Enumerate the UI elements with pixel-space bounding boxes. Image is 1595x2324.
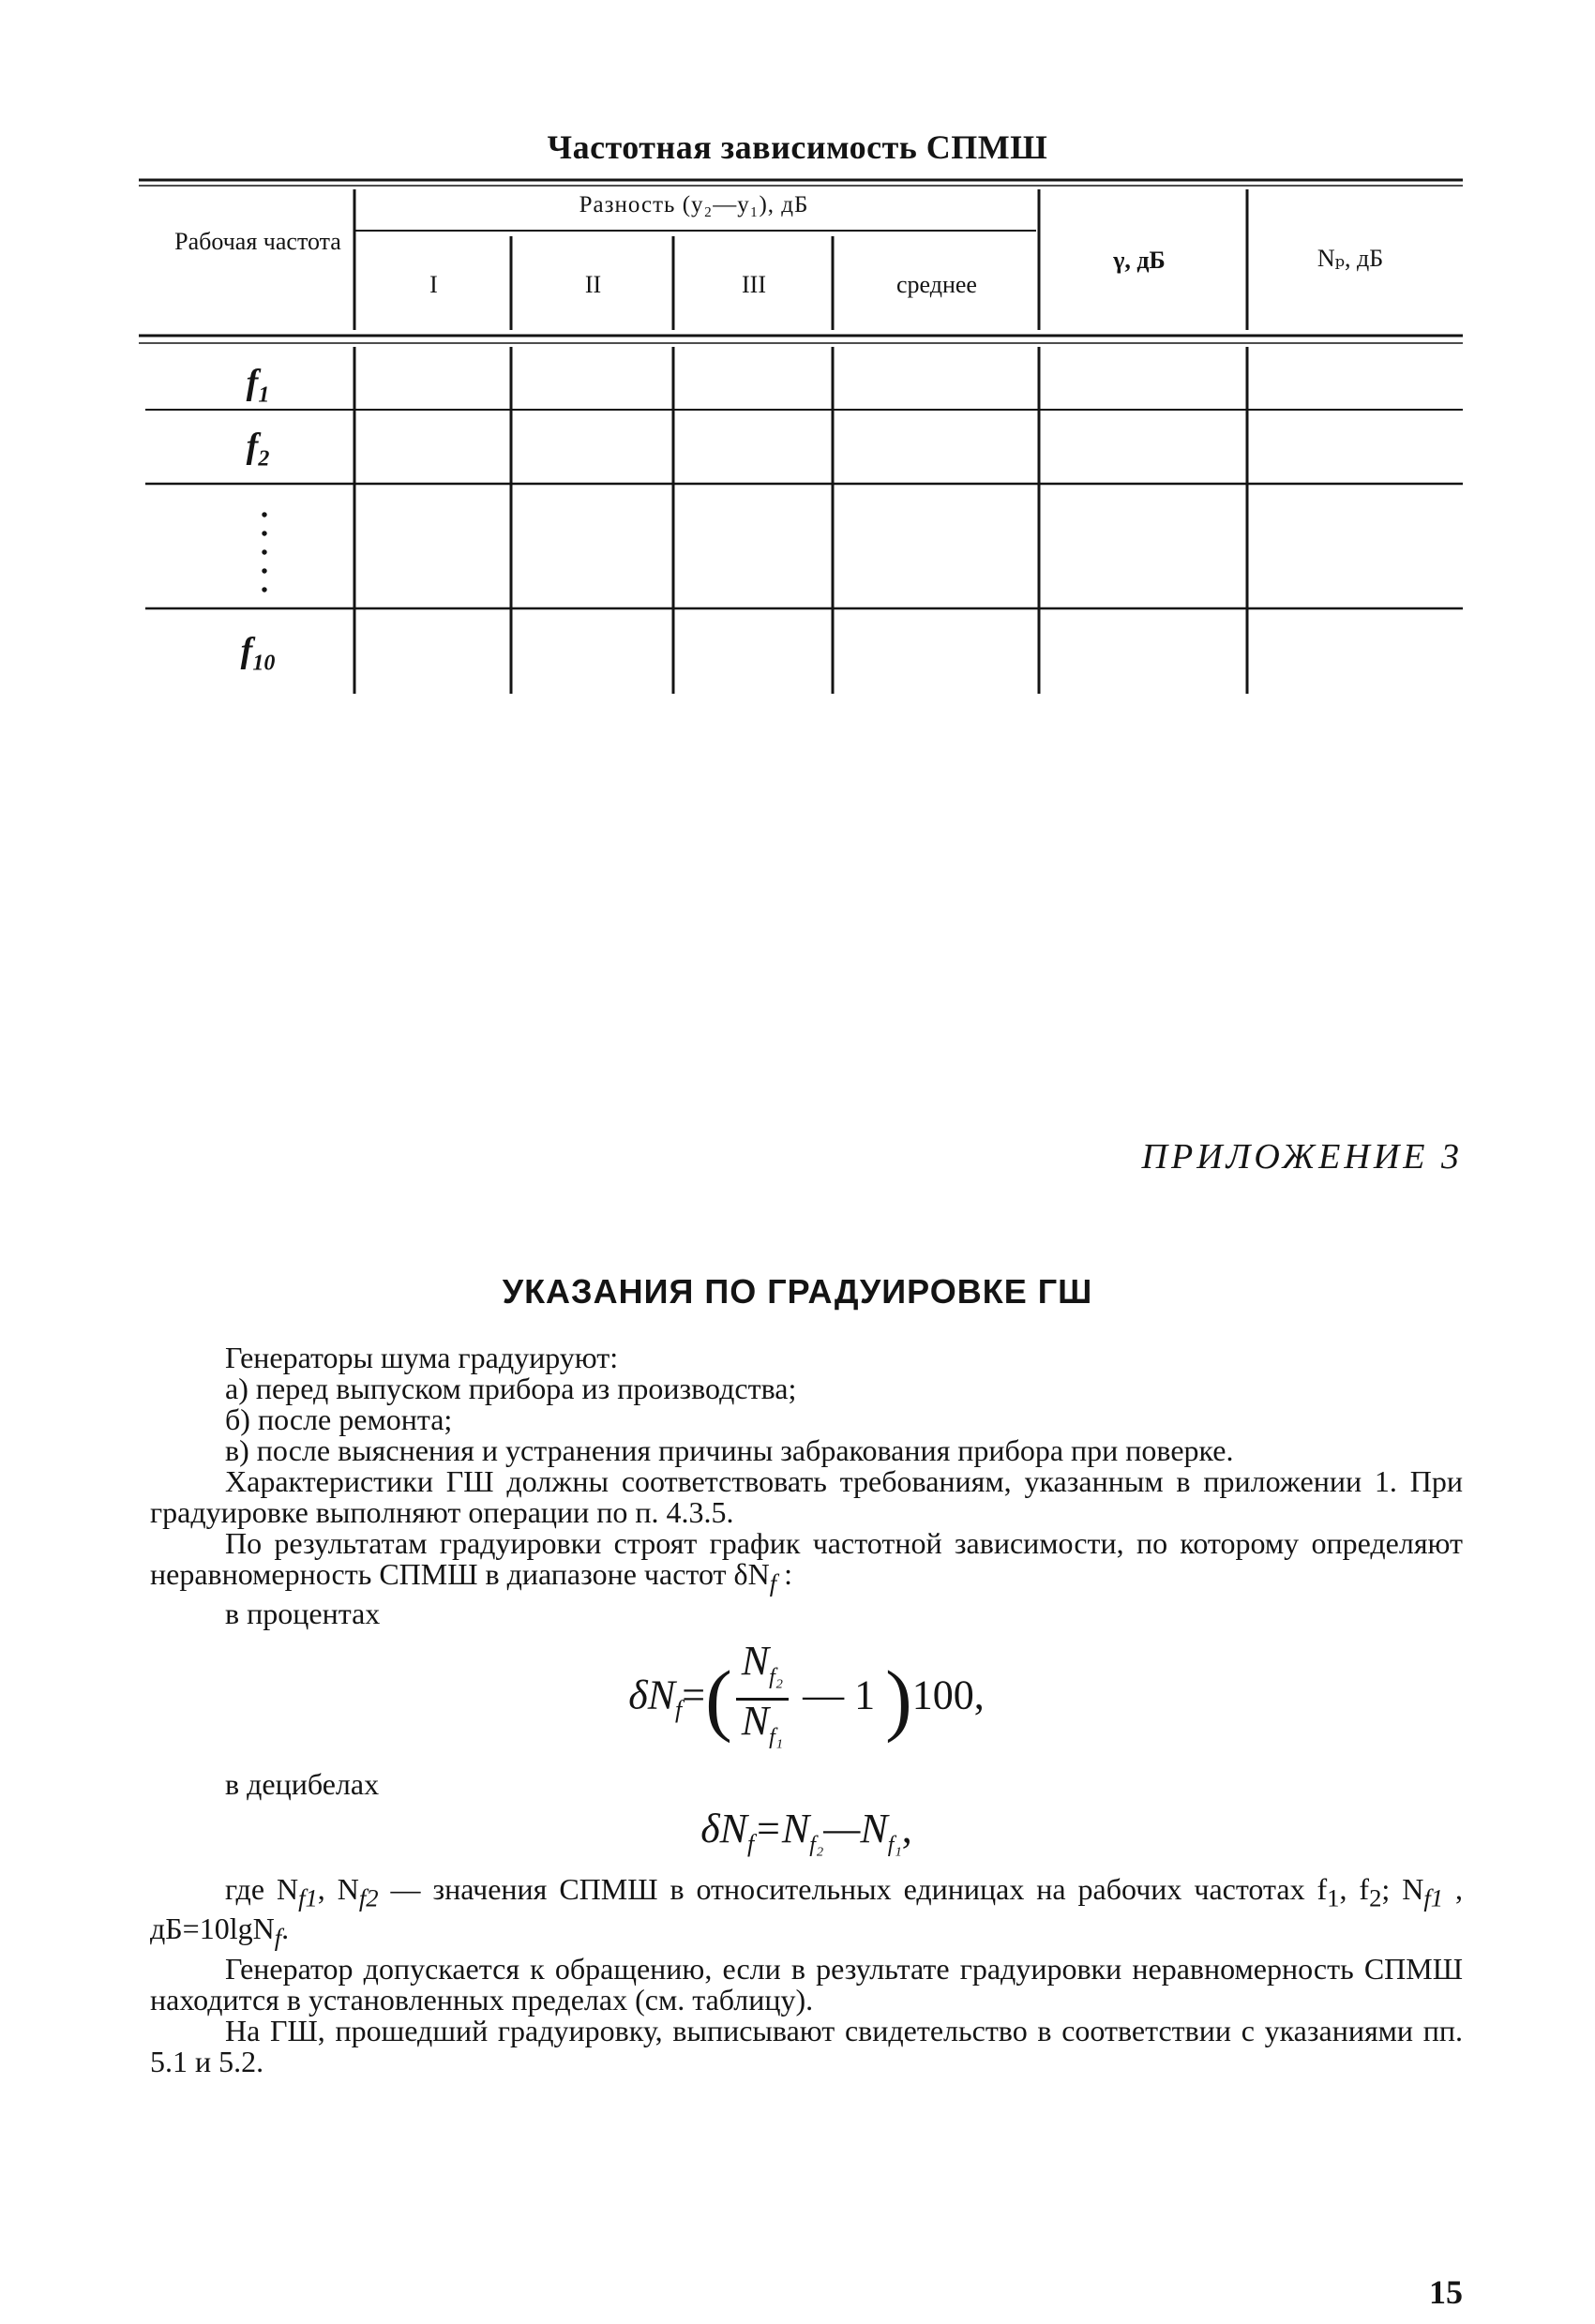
paragraph: где $N_{f1}$, $N_{f2}$ — значения СПМШ в относительных единицах на рабочих частотах $f_1$, $f_2$; $N_{f1}$ , дБ=10lgN$_f$. bbox=[150, 1871, 1464, 1952]
list-item: в) после выяснения и устранения причины забракования прибора при поверке. bbox=[225, 1433, 1234, 1467]
column-header-average: среднее bbox=[896, 271, 977, 298]
formula-percent: $\delta N_f=$( $\frac{N_{f_2}}{N_{f_1}}$ — 1 )100, bbox=[628, 1638, 985, 1749]
paragraph: Генератор допускается к обращению, если в результате градуировки неравномерность СПМШ находится в установленных пределах (см. таблицу). bbox=[150, 1951, 1463, 2017]
paragraph: Генераторы шума градуируют: bbox=[225, 1341, 619, 1374]
column-group-difference: Разность (y₂—y₁), дБ bbox=[579, 192, 809, 217]
row-label-f10: $f_{10}$ bbox=[240, 631, 276, 676]
paragraph: в процентах bbox=[225, 1597, 381, 1631]
table-grid bbox=[0, 0, 1595, 712]
paragraph: На ГШ, прошедший градуировку, выписывают свидетельство в соответствии с указаниями пп. 5.1 и 5.2. bbox=[150, 2013, 1463, 2078]
column-header-gamma: γ, дБ bbox=[1113, 247, 1166, 274]
list-item: а) перед выпуском прибора из производства; bbox=[225, 1372, 797, 1405]
row-label-f2: $f_2$ bbox=[246, 427, 270, 472]
section-title: УКАЗАНИЯ ПО ГРАДУИРОВКЕ ГШ bbox=[502, 1272, 1093, 1311]
row-label-f1: $f_1$ bbox=[246, 363, 270, 408]
body-text bbox=[150, 1342, 1463, 2077]
column-header-i: I bbox=[429, 271, 438, 298]
paragraph: По результатам градуировки строят график частотной зависимости, по которому определяют неравномерность СПМШ в диапазоне частот $\delta N_f$ : bbox=[150, 1526, 1463, 1597]
page-number: 15 bbox=[1429, 2273, 1463, 2311]
column-header-ii: II bbox=[584, 271, 602, 298]
appendix-label: ПРИЛОЖЕНИЕ 3 bbox=[1141, 1137, 1463, 1177]
list-item: б) после ремонта; bbox=[225, 1402, 453, 1436]
row-ellipsis: • • • • • bbox=[261, 505, 268, 601]
column-header-iii: III bbox=[742, 271, 766, 298]
formula-decibel: $\delta N_f=N_{f_2}—N_{f_1}$, bbox=[700, 1805, 912, 1857]
paragraph: Характеристики ГШ должны соответствовать требованиям, указанным в приложении 1. При градуировке выполняют операции по п. 4.3.5. bbox=[150, 1464, 1463, 1529]
table-title: Частотная зависимость СПМШ bbox=[547, 128, 1048, 166]
paragraph: в децибелах bbox=[225, 1766, 380, 1801]
column-header-frequency: Рабочая частота bbox=[174, 228, 341, 255]
column-header-np: Nₚ, дБ bbox=[1317, 245, 1384, 272]
